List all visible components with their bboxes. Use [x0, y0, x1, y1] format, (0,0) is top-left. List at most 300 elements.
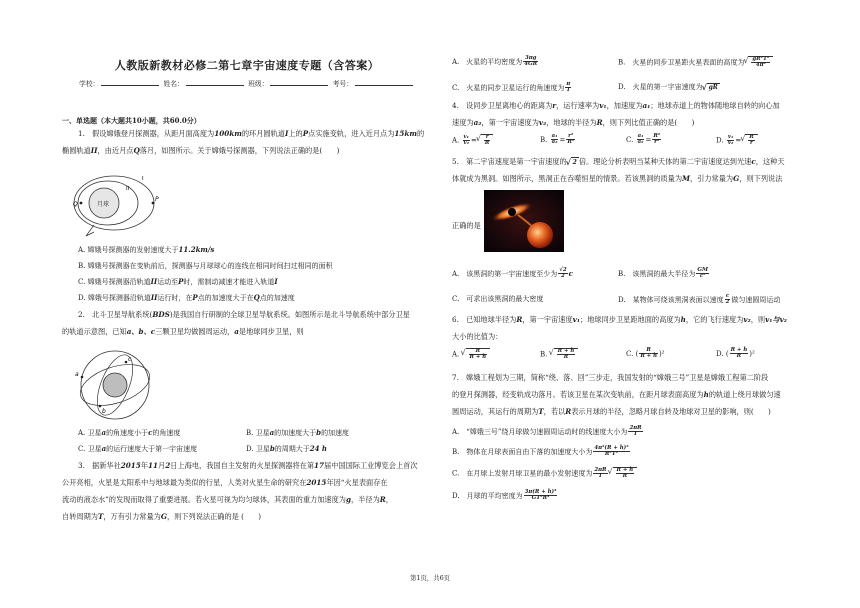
i-label: I — [142, 176, 144, 182]
option-text: D. 火星的第一宇宙速度为 — [618, 83, 703, 91]
q1-text: 落月，如图所示。关于嫦娥号探测器，下列说法正确的是( ) — [139, 146, 340, 155]
q4-text: ，加速度为 — [606, 101, 643, 110]
option-text: 嫦娥号探测器在变轨前后，探测器与月球球心的连线在相同时间扫过相同的面积 — [87, 262, 333, 270]
q4-text: ，第一宇宙速度为 — [481, 118, 539, 127]
numerator: 4π²(R + h)³ — [594, 445, 629, 451]
option-fraction — [616, 468, 635, 480]
q7-option-a[interactable] — [452, 426, 644, 438]
star-circle — [527, 222, 553, 248]
q2-option-a[interactable] — [78, 428, 180, 438]
numerator: r² — [568, 133, 574, 139]
denominator: T — [566, 87, 571, 94]
satellite-b-dot — [99, 405, 102, 408]
option-fraction — [628, 426, 642, 438]
q3-text: 自转周期为 — [62, 512, 98, 521]
numerator: GM — [697, 267, 708, 273]
denominator: v₂ — [463, 139, 470, 146]
numerator: √2 — [559, 267, 567, 273]
q5-text: ，这种天 — [755, 157, 785, 166]
q4-option-b[interactable]: B. $\frac{\text{a₁}}{\text{a₂}}$ = $\frac{\text{r²}}{\text{R²}}$ — [540, 133, 575, 146]
question-5 — [452, 156, 812, 168]
option-text: 卫星 — [255, 445, 270, 453]
numerator: v₁ — [727, 133, 734, 140]
option-fraction — [730, 348, 749, 360]
q1-text: ，由近月点 — [97, 146, 134, 155]
q7-option-b[interactable] — [452, 446, 631, 458]
denominator: R²T² — [604, 451, 619, 458]
q3-math: 2015 — [306, 478, 327, 487]
q4-text: 4. 设同步卫星离地心的距离为 — [452, 101, 553, 110]
arrow-icon — [86, 225, 94, 236]
q6-math: R — [516, 315, 523, 324]
earth-circle — [103, 373, 127, 397]
option-text: B. 物体在月球表面自由下落的加速度大小为 — [452, 447, 593, 456]
sqrt-symbol — [613, 467, 638, 480]
q7-option-c[interactable] — [452, 467, 637, 480]
q5-option-d[interactable] — [618, 294, 780, 306]
q5-option-a[interactable] — [452, 268, 573, 280]
q1-option-d[interactable] — [78, 293, 295, 303]
numerator: R — [639, 348, 658, 354]
q3-math: 2 — [165, 461, 171, 470]
ii-label: II — [126, 186, 130, 192]
name-label: 姓名： — [163, 80, 184, 88]
q1-text: 上的 — [288, 129, 303, 138]
option-text: 卫星 — [87, 429, 102, 437]
q1-option-c[interactable] — [78, 277, 278, 287]
q5-option-c[interactable] — [452, 294, 543, 304]
option-text: A. 火星的平均密度为 — [452, 57, 523, 66]
option-text: 嫦娥号探测器沿轨道 — [87, 294, 151, 302]
option-text: 的角速度 — [152, 429, 181, 437]
q4-option-d[interactable]: D. $\frac{\text{v₁}}{\text{v₂}}$ = √ $\frac{R}{r}$ — [716, 134, 758, 147]
q3-math: R — [379, 495, 386, 504]
q2-text: 2. 北斗卫星导航系统( — [78, 310, 153, 319]
option-math: a — [101, 444, 107, 453]
q5-math: c — [751, 157, 756, 166]
option-text: D. 月球的平均密度为 — [452, 491, 523, 500]
option-fraction — [696, 268, 709, 280]
q3-option-d[interactable] — [618, 82, 720, 93]
numerator: R² — [653, 133, 661, 139]
q3-math: 11 — [148, 461, 159, 470]
option-label: C. — [78, 278, 86, 286]
sqrt-symbol — [745, 134, 757, 147]
option-math: II — [150, 293, 158, 302]
denominator: r — [750, 140, 753, 147]
q3-math: T — [97, 512, 104, 521]
q5-text: 倍。理论分析表明当某种天体的第二宇宙速度达到光速 — [578, 157, 752, 166]
q3-option-c[interactable] — [452, 82, 572, 94]
option-math: P — [178, 277, 184, 286]
numerator: 2πR — [629, 425, 642, 431]
q6-math: v₂ — [743, 315, 751, 324]
option-fraction — [524, 490, 558, 502]
question-3-line2 — [62, 477, 432, 489]
option-math: 11.2km/s — [178, 245, 215, 254]
denominator: a₂ — [637, 139, 644, 146]
q5-math: G — [733, 174, 740, 183]
q1-text: 椭圆轨道 — [62, 146, 91, 155]
option-label: D. — [78, 294, 86, 302]
denominator: 4GR — [524, 61, 538, 68]
q6-text: 6. 已知地球半径为 — [452, 315, 517, 324]
class-blank[interactable] — [270, 80, 328, 86]
exam-no-blank[interactable] — [355, 80, 413, 86]
q-label: Q — [73, 201, 78, 208]
q2-text: 的轨道示意图，已知 — [62, 327, 127, 336]
denominator: R — [563, 354, 569, 361]
option-math: Q — [253, 293, 260, 302]
page-title: 人教版新教材必修二第七章宇宙速度专题（含答案） — [114, 59, 380, 72]
q4-text: 速度为 — [452, 118, 474, 127]
name-blank[interactable] — [186, 80, 244, 86]
q6-option-c[interactable]: C. ( $\frac{R}{R + h}$ )² — [626, 347, 665, 360]
option-text: 时，需制动减速才能进入轨道 — [183, 278, 275, 286]
q4-math: a₁ — [642, 101, 651, 110]
numerator: π — [566, 81, 571, 87]
option-text: 运行时，在 — [157, 294, 193, 302]
question-2-line2 — [62, 326, 432, 338]
q3-math: G — [160, 512, 167, 521]
denominator: r² — [654, 139, 660, 146]
q6-option-d[interactable]: D. ( $\frac{R + h}{R}$ )² — [716, 347, 755, 360]
question-5-line2 — [452, 173, 812, 185]
q5-option-b[interactable] — [618, 268, 710, 280]
numerator: √ r — [485, 134, 489, 140]
numerator: √ R — [749, 134, 754, 140]
q5-text: ，则下列说法 — [739, 174, 783, 183]
q1-math: Q — [133, 146, 140, 155]
black-hole-image — [484, 190, 564, 252]
numerator: √ R — [469, 349, 488, 355]
q3-math: 2015 — [120, 461, 141, 470]
option-text: D. 某物体可绕该黑洞表面以速度 — [618, 295, 724, 304]
q3-text: 届中国国际工业博览会上首次 — [324, 461, 418, 470]
q3-math: 17 — [314, 461, 325, 470]
class-label: 班级： — [248, 80, 269, 88]
denominator: v₂ — [727, 139, 734, 146]
q3-text: 公开亮相，火星是太阳系中与地球最为类似的行星，人类对火星生命的研究在 — [62, 478, 307, 487]
label-a: a — [75, 371, 79, 378]
q7-text: 圆周运动，其运行的周期为 — [452, 407, 539, 416]
q6-option-a[interactable] — [452, 348, 490, 361]
option-text: 嫦娥号探测器的发射速度大于 — [87, 246, 179, 254]
q6-math: v₁与v₂ — [765, 315, 787, 324]
question-6 — [452, 314, 812, 326]
option-math: P — [192, 293, 198, 302]
school-label: 学校： — [78, 80, 100, 88]
option-math: b — [316, 428, 322, 437]
sqrt-symbol — [466, 348, 491, 361]
q4-text: ，运行速率为 — [556, 101, 600, 110]
denominator: R² — [567, 139, 575, 146]
q2-option-b[interactable] — [246, 428, 349, 438]
q3-text: 流动的液态水”的发现而取得了重要进展。若火星可视为均匀球体，其表面的重力加速度为 — [62, 495, 346, 504]
q7-math: R — [565, 407, 572, 416]
question-4 — [452, 100, 812, 112]
student-info-line — [62, 80, 432, 90]
option-fraction — [463, 135, 471, 147]
option-text: 卫星 — [87, 445, 102, 453]
option-text: B. 火星的同步卫星距火星表面的高度为 — [618, 58, 745, 67]
q6-math: v₁ — [572, 315, 580, 324]
q4-math: v₂ — [538, 118, 547, 127]
q7-text: 的登月探测器，经变轨成功落月。若该卫星在某次变轨前，在距月球表面高度为 — [452, 390, 704, 399]
option-fraction — [652, 134, 661, 146]
q7-math: T — [538, 407, 544, 416]
question-6-line2: 大小的比值为： — [452, 332, 503, 341]
q7-option-d[interactable] — [452, 490, 558, 502]
q6-text: ，第一宇宙速度 — [522, 315, 573, 324]
option-label: B. — [78, 262, 86, 270]
q4-math: R — [596, 118, 603, 127]
numerator: √ R + h — [616, 467, 634, 473]
option-fraction — [751, 57, 770, 69]
option-math: a — [269, 428, 275, 437]
numerator: a₁ — [551, 133, 558, 139]
option-text: 卫星 — [255, 429, 270, 437]
q1-math: 15km — [394, 129, 418, 138]
option-label: C. — [626, 135, 634, 144]
option-text: 的周期大于 — [274, 445, 310, 453]
numerator: 3πg — [524, 55, 537, 61]
p-label: P — [155, 196, 159, 203]
numerator: 2πR — [594, 466, 607, 473]
q1-text: 的 — [417, 129, 425, 138]
sqrt-value: √ 2 — [571, 157, 579, 168]
q1-math: I — [284, 129, 289, 138]
option-fraction — [565, 82, 571, 94]
option-label: B. — [246, 429, 254, 437]
numerator: c — [725, 293, 730, 299]
question-4-line2 — [452, 117, 812, 129]
q7-text: ，若以 — [543, 407, 566, 416]
option-fraction — [725, 294, 731, 306]
sqrt-value: √ gR — [707, 83, 720, 93]
q1-math: 100km — [214, 129, 242, 138]
question-2 — [78, 309, 438, 321]
question-7-line2 — [452, 389, 812, 401]
q1-text: 的环月圆轨道 — [241, 129, 285, 138]
q2-text: 三颗卫星均做圆周运动， — [155, 327, 235, 336]
q3-text: ， — [385, 495, 393, 504]
option-fraction — [727, 135, 735, 147]
numerator: √ R + h — [557, 348, 575, 354]
q3-text: 3. 据新华社 — [78, 461, 121, 470]
option-label: D. — [716, 136, 724, 145]
denominator: R — [736, 353, 742, 360]
option-label: D. — [716, 349, 724, 358]
option-text: 嫦娥号探测器沿轨道 — [87, 278, 151, 286]
denominator: GT²R³ — [531, 495, 550, 502]
option-math: c — [148, 428, 153, 437]
option-label: D. — [246, 445, 254, 453]
option-label: C. — [626, 349, 634, 358]
option-fraction — [558, 268, 567, 280]
point-q — [80, 202, 83, 205]
denominator: a₂ — [551, 139, 558, 146]
option-text: C. 可求出该黑洞的最大密度 — [452, 295, 544, 303]
option-text: 运动至 — [157, 278, 179, 286]
option-label: A. — [78, 429, 86, 437]
denominator: 2 — [561, 273, 565, 280]
question-1-line2 — [62, 145, 432, 157]
numerator: 3π(R + h)³ — [524, 489, 557, 495]
q4-option-a[interactable]: A. $\frac{\text{v₁}}{\text{v₂}}$ = √ $\frac{r}{R}$ — [452, 134, 493, 147]
q7-text: 表示月球的半径，忽略月球自转及地球对卫星的影响，则( ) — [571, 407, 771, 416]
numerator: √ gR²T² — [752, 56, 770, 62]
denominator: T — [598, 472, 603, 479]
denominator: 4π² — [755, 62, 766, 69]
q3-text: ，万有引力常量为 — [103, 512, 161, 521]
q1-orbit-figure — [64, 170, 162, 238]
sqrt-symbol — [481, 134, 493, 147]
denominator: c² — [699, 273, 706, 280]
option-label: C. — [78, 445, 86, 453]
numerator: v₁ — [463, 133, 470, 140]
option-fraction — [523, 56, 538, 68]
option-fraction — [484, 135, 490, 147]
label-c: c — [128, 356, 132, 363]
question-3 — [78, 460, 438, 472]
q3-option-b[interactable] — [618, 56, 773, 69]
denominator: 2 — [725, 299, 730, 306]
denominator: R + h — [469, 354, 487, 361]
option-text: 点的加速度 — [259, 294, 295, 302]
q2-text: 是地球同步卫星，则 — [238, 327, 304, 336]
option-math: I — [274, 277, 278, 286]
q4-math: a₂ — [473, 118, 482, 127]
option-fraction — [593, 468, 607, 480]
q1-math: P — [302, 129, 309, 138]
option-text: A. 该黑洞的第一宇宙速度至少为 — [452, 269, 558, 278]
q1-math: II — [90, 146, 98, 155]
q6-text: ；地球同步卫星距地面的高度为 — [580, 315, 681, 324]
q4-text: ；地球赤道上的物体随地球自转的向心加 — [650, 101, 780, 110]
label-b: b — [102, 408, 106, 415]
option-math: II — [150, 277, 158, 286]
q4-math: v₁ — [599, 101, 607, 110]
question-7: 7. 嫦娥工程划为三期，简称“绕、落、回”三步走，我国发射的“嫦娥三号”卫星是嫦娥工程第二阶段 — [452, 373, 769, 382]
option-label: B. — [540, 135, 548, 144]
q5-text: ，引力常量为 — [689, 174, 734, 183]
option-text: B. 该黑洞的最大半径为 — [618, 269, 696, 278]
option-text: 的加速度 — [321, 429, 350, 437]
option-fraction — [566, 134, 575, 146]
option-text: C. 在月球上发射月球卫星的最小发射速度为 — [452, 469, 593, 478]
q2-math: a、b、c — [126, 327, 156, 336]
q4-math: r — [552, 101, 557, 110]
q6-option-b[interactable] — [540, 348, 578, 361]
q3-option-a[interactable] — [452, 56, 539, 68]
q4-text: ，则下列比值正确的是( ) — [602, 118, 695, 127]
exam-no-label: 考号： — [332, 80, 354, 88]
q2-math: a — [234, 327, 239, 336]
question-3-line3 — [62, 494, 432, 506]
q4-text: ，地球的半径为 — [546, 118, 597, 127]
q6-text: ，它的飞行速度为 — [685, 315, 744, 324]
option-label: A. — [452, 136, 460, 145]
page-footer: 第1页，共6页 — [409, 574, 451, 582]
q3-text: 年因“火星表面存在 — [326, 478, 388, 487]
option-fraction — [551, 134, 559, 146]
q3-text: 月 — [158, 461, 166, 470]
option-label: A. — [452, 350, 460, 359]
q1-text: 点实施变轨，进入近月点为 — [308, 129, 395, 138]
q3-text: ，则下列说法正确的是 ( ) — [166, 512, 262, 521]
satellite-c-dot — [125, 361, 128, 364]
option-fraction — [469, 349, 488, 361]
option-text: 的运行速度大于第一宇宙速度 — [106, 445, 198, 453]
option-label: A. — [78, 246, 86, 254]
numerator: a₁ — [637, 133, 644, 139]
black-hole-core — [508, 208, 516, 216]
option-text: 的角速度小于 — [106, 429, 149, 437]
moon-label: 月球 — [97, 201, 110, 208]
q6-math: h — [680, 315, 686, 324]
option-text: C. 火星的同步卫星运行的角速度为 — [452, 83, 565, 92]
option-label: B. — [540, 350, 548, 359]
option-math: 24 h — [309, 444, 328, 453]
option-text: 的加速度大于 — [274, 429, 317, 437]
question-3-line4 — [62, 511, 432, 523]
satellite-a-dot — [81, 376, 84, 379]
option-math: b — [269, 444, 275, 453]
q3-text: 年 — [140, 461, 149, 470]
q5-text: 5. 第二宇宙速度是第一宇宙速度的 — [452, 157, 567, 166]
option-text: 点的加速度大于在 — [197, 294, 254, 302]
sqrt-symbol — [554, 348, 579, 361]
q2-orbit-figure — [66, 348, 164, 422]
sqrt-symbol — [748, 56, 773, 69]
q2-option-c[interactable] — [78, 444, 197, 454]
q1-option-b[interactable] — [78, 261, 333, 271]
point-p — [152, 202, 155, 205]
q2-option-d[interactable] — [246, 444, 327, 454]
q1-option-a[interactable] — [78, 245, 214, 255]
q3-text: 日上海电，我国自主发射的火星探测器将在第 — [170, 461, 315, 470]
denominator: R — [484, 140, 490, 147]
q1-text: 1. 假设嫦娥登月探测器，从距月面高度为 — [78, 129, 215, 138]
q6-text: ，则 — [750, 315, 766, 324]
school-blank[interactable] — [101, 80, 159, 86]
question-1 — [78, 128, 438, 140]
section-heading: 一、单选题（本大题共10小题，共60.0分） — [62, 116, 201, 125]
option-text: A. “嫦娥三号”绕月球做匀速圆周运动时的线速度大小为 — [452, 427, 628, 436]
question-7-line3 — [452, 406, 812, 418]
q3-text: ，半径为 — [351, 495, 380, 504]
q2-text: )是我国自行研制的全球卫星导航系统。如图所示是北斗导航系统中部分卫星 — [169, 310, 410, 319]
option-fraction — [637, 134, 645, 146]
q7-text: 的轨道上绕月球做匀速 — [708, 390, 781, 399]
option-math: a — [101, 428, 107, 437]
option-math: c — [568, 268, 573, 278]
q5-math: M — [682, 174, 690, 183]
denominator: R — [622, 473, 628, 480]
q4-option-c[interactable]: C. $\frac{\text{a₁}}{\text{a₂}}$ = $\frac{\text{R²}}{\text{r²}}$ — [626, 133, 661, 146]
denominator: T — [633, 431, 638, 438]
option-fraction — [593, 446, 629, 458]
option-text: 做匀速圆周运动 — [731, 295, 781, 304]
option-fraction — [557, 349, 576, 361]
denominator: R + h — [640, 353, 657, 360]
q3-math: g — [346, 495, 352, 504]
q2-math: BDS — [152, 310, 170, 319]
q5-text: 体就成为黑洞。如图所示，黑洞正在吞噬恒星的情景。若该黑洞的质量为 — [452, 174, 683, 183]
question-5-line3: 正确的是 — [452, 221, 481, 230]
numerator: R + h — [730, 347, 748, 353]
